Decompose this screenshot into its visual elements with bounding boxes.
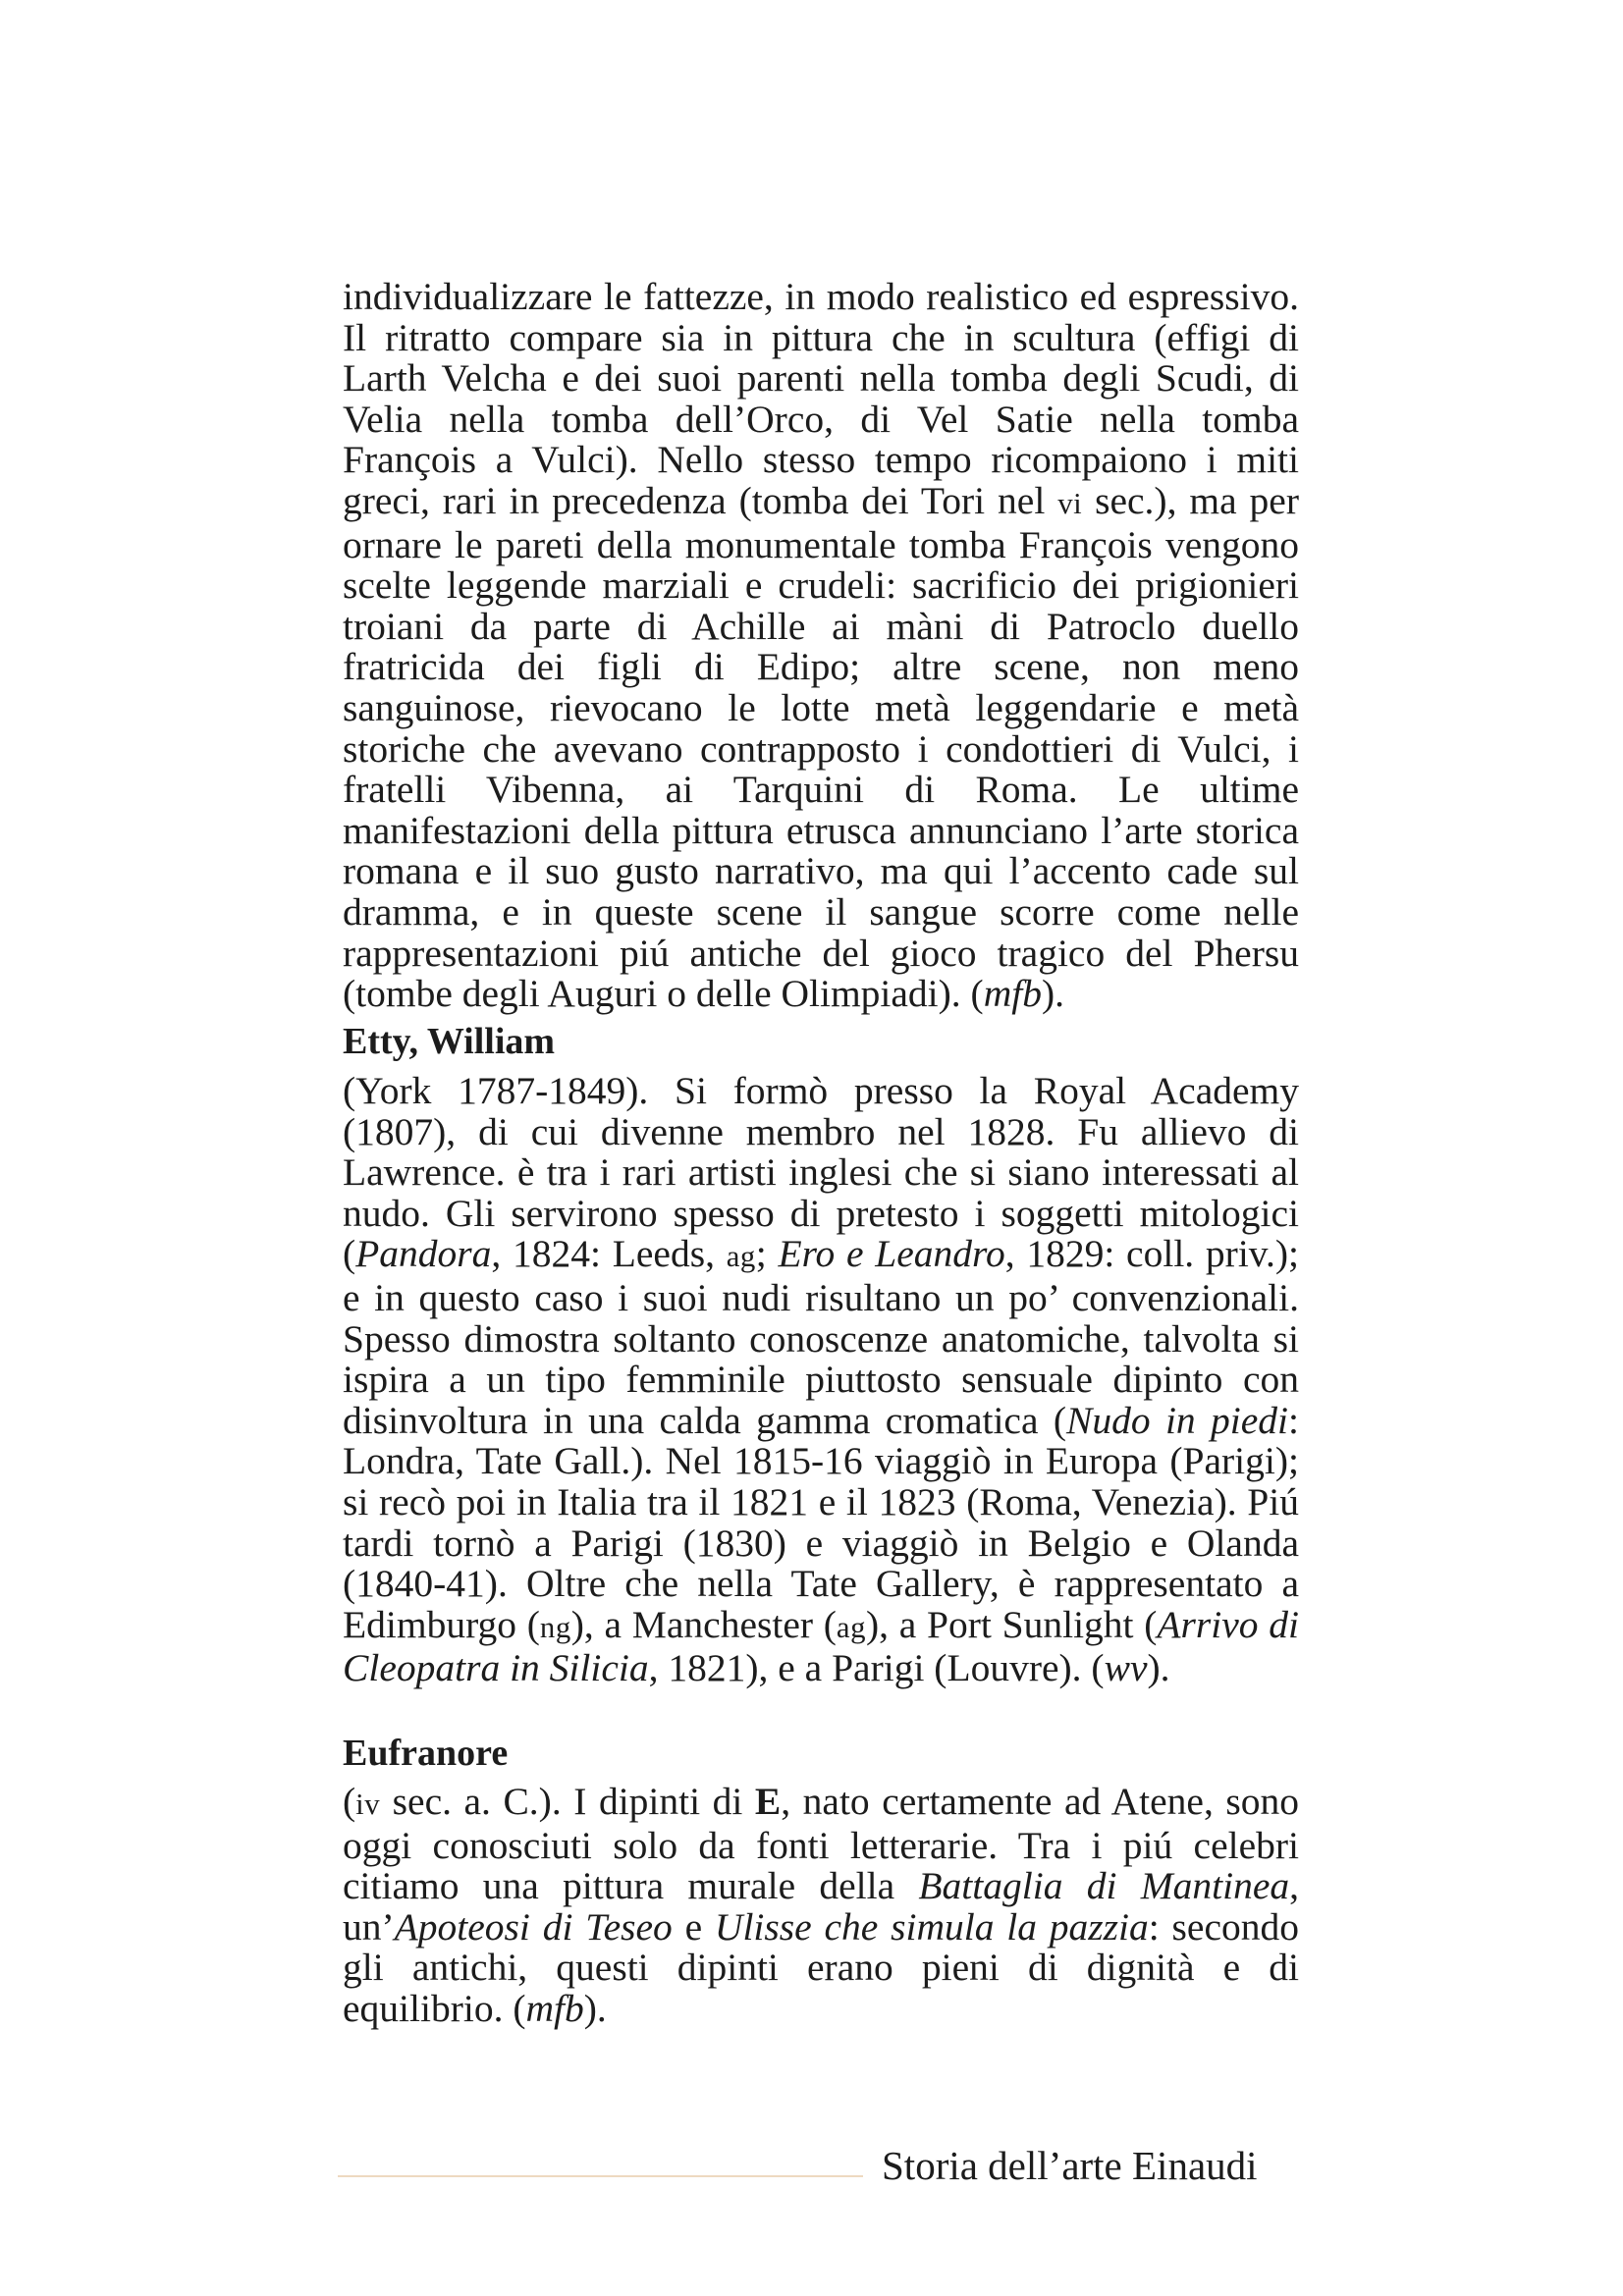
entry-heading-eufranore: Eufranore <box>343 1733 509 1774</box>
paragraph-text <box>343 277 1299 1015</box>
footer-title: Storia dell’arte Einaudi <box>882 2143 1258 2188</box>
paragraph-text <box>343 1782 1299 2030</box>
smallcaps-text: ng <box>539 1610 571 1644</box>
text-run: , nato certamente ad Atene, sono oggi conosciuti solo da fonti letterarie. Tra i piú celebri citiamo una pittura murale della <box>343 1780 1299 1908</box>
text-run: : Londra, Tate Gall.). Nel 1815-16 viaggiò in Europa (Parigi); si recò poi in Italia tra il 1821 e il 1823 (Roma, Venezia). Piú tardi tornò a Parigi (1830) e viaggiò in Belgio e Olanda (1840-41). Oltre che nella Tate Gallery, è rappresentato a Edimburgo ( <box>343 1398 1300 1646</box>
text-run: sec.), ma per ornare le pareti della monumentale tomba François vengono scelte leggende marziali e crudeli: sacrificio dei prigionieri troiani da parte di Achille ai màni di Patroclo duello fratricida dei figli di Edipo; altre scene, non meno sanguinose, rievocano le lotte metà leggendarie e metà storiche che avevano contrapposto i condottieri di Vulci, i fratelli Vibenna, ai Tarquini di Roma. Le ultime manifestazioni della pittura etrusca annunciano l’arte storica romana e il suo gusto narrativo, ma qui l’accento cade sul dramma, e in queste scene il sangue scorre come nelle rappresentazioni piú antiche del gioco tragico del Phersu (tombe degli Auguri o delle Olimpiadi). ( <box>343 478 1299 1016</box>
text-run: , 1824: Leeds, <box>491 1232 727 1276</box>
italic-text: Battaglia di Mantinea <box>918 1864 1290 1908</box>
italic-text: Pandora <box>355 1232 492 1276</box>
entry-heading-etty: Etty, William <box>343 1021 556 1062</box>
smallcaps-text: ag <box>726 1240 756 1274</box>
smallcaps-text: iv <box>355 1788 381 1821</box>
italic-text: Nudo in piedi <box>1066 1398 1289 1442</box>
bold-text: E <box>754 1780 782 1823</box>
italic-text: Ero e Leandro <box>778 1232 1005 1276</box>
italic-text: mfb <box>983 972 1042 1016</box>
text-run: ( <box>343 1780 356 1823</box>
smallcaps-text: vi <box>1057 486 1083 520</box>
text-run: , 1829: coll. priv.); e in questo caso i suoi nudi risultano un po’ convenzionali. Spesso dimostra soltanto conoscenze anatomiche, talvolta si ispira a un tipo femminile piuttosto sensuale dipinto con disinvoltura in una calda gamma cromatica ( <box>343 1232 1299 1442</box>
italic-text: mfb <box>525 1986 584 2030</box>
italic-text: Arrivo di Cleopatra in Silicia <box>343 1602 1300 1690</box>
italic-text: Ulisse che simula la pazzia <box>714 1904 1149 1949</box>
text-run: ; <box>755 1232 779 1276</box>
entry-body-eufranore <box>343 1782 1299 2030</box>
text-run: ). <box>583 1986 607 2030</box>
smallcaps-text: ag <box>836 1610 866 1644</box>
text-run: sec. a. C.). I dipinti di <box>380 1780 755 1823</box>
text-run: individualizzare le fattezze, in modo realistico ed espressivo. Il ritratto compare sia in pittura che in scultura (effigi di Larth Velcha e dei suoi parenti nella tomba degli Scudi, di Velia nella tomba dell’Orco, di Vel Satie nella tomba François a Vulci). Nello stesso tempo ricompaiono i miti greci, rari in precedenza (tomba dei Tori nel <box>343 275 1299 522</box>
text-run: e <box>672 1904 715 1949</box>
paragraph-text <box>343 1071 1299 1689</box>
text-run: (York 1787-1849). Si formò presso la Royal Academy (1807), di cui divenne membro nel 1828. Fu allievo di Lawrence. è tra i rari artisti inglesi che si siano interessati al nudo. Gli servirono spesso di pretesto i soggetti mitologici ( <box>343 1069 1299 1276</box>
italic-text: wv <box>1104 1646 1148 1690</box>
text-run: ), a Port Sunlight ( <box>866 1602 1158 1646</box>
text-run: : secondo gli antichi, questi dipinti erano pieni di dignità e di equilibrio. ( <box>343 1904 1299 2030</box>
entry-body-etty <box>343 1071 1299 1689</box>
continuation-paragraph <box>343 277 1299 1015</box>
text-run: ), a Manchester ( <box>570 1602 837 1646</box>
text-run: ). <box>1041 972 1064 1016</box>
text-run: ). <box>1147 1646 1170 1690</box>
italic-text: Apoteosi di Teseo <box>394 1904 673 1949</box>
text-run: , un’ <box>343 1864 1299 1949</box>
text-run: , 1821), e a Parigi (Louvre). ( <box>648 1646 1105 1690</box>
footer-rule <box>338 2175 863 2177</box>
